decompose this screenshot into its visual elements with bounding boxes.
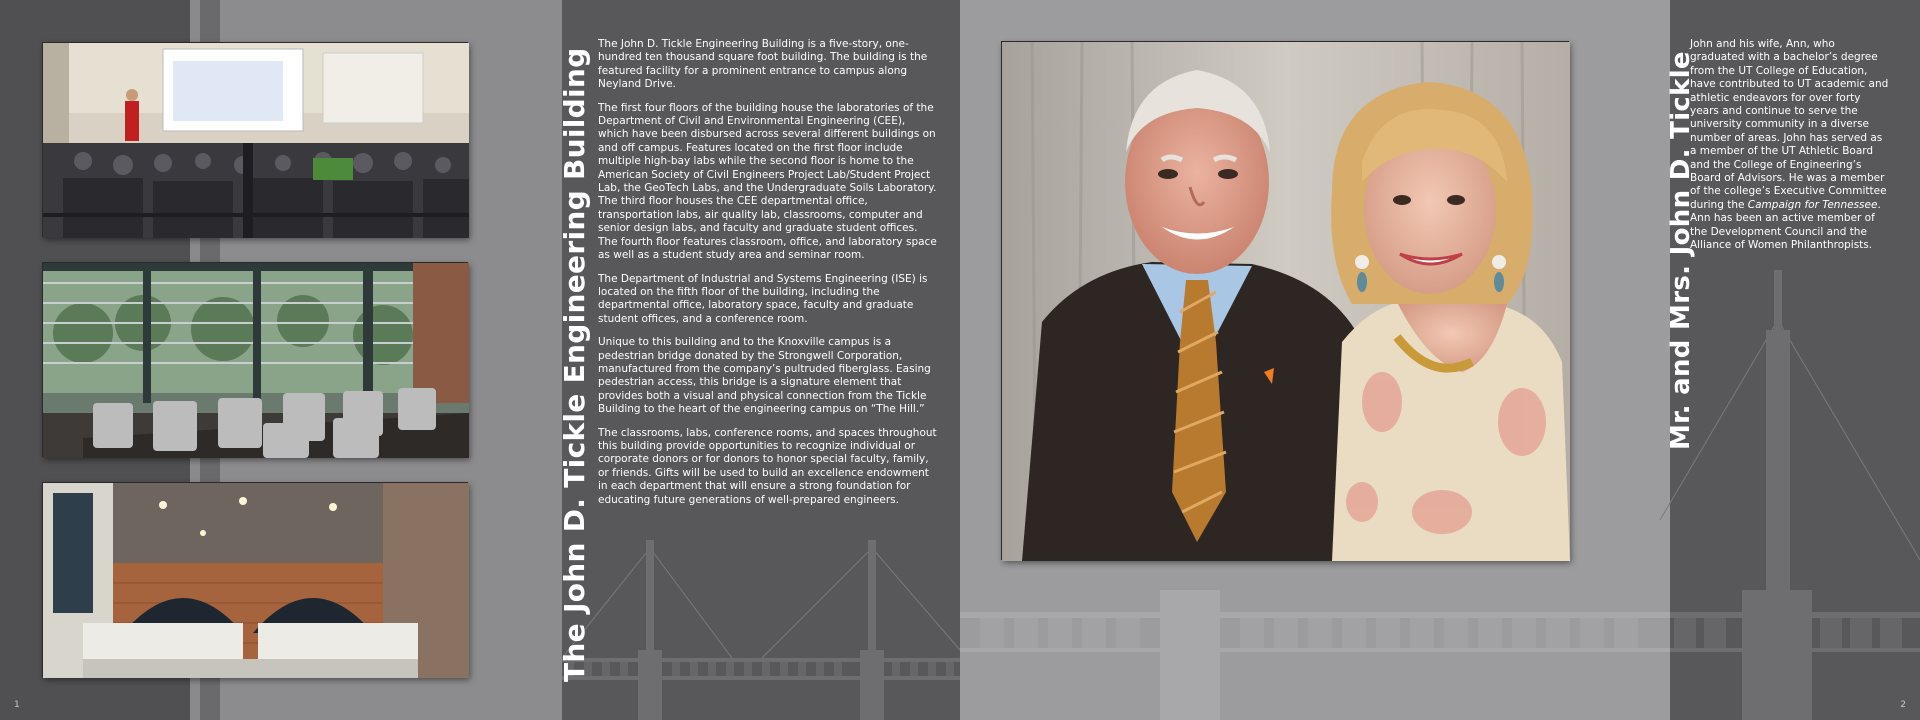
building-paragraph: Unique to this building and to the Knoxville campus is a pedestrian bridge donated by the Strongwell Corporation, manufactured from the company’s pultruded fiberglass. Easing pedestrian access, this bridge is a signature element that provides both a visual and physical connection from the Tickle Building to the heart of the engineering campus on “The Hill.”: [598, 336, 931, 416]
donor-paragraph: [1690, 38, 1890, 253]
donor-paragraph-part: . Ann has been an active member of the Development Council and the Alliance of Women Philanthropists.: [1690, 198, 1881, 252]
building-paragraph: The first four floors of the building house the laboratories of the Department of Civil and Environmental Engineering (CEE), which have been disbursed across several different buildings on and off campus. Features located on the first floor include multiple high-bay labs while the second floor is home to the American Society of Civil Engineers Project Lab/Student Project Lab, the GeoTech Labs, and the Undergraduate Soils Laboratory. The third floor houses the CEE departmental office, transportation labs, air quality lab, classrooms, computer and senior design labs, and faculty and graduate student offices. The fourth floor features classroom, office, and laboratory space as well as a student study area and seminar room.: [598, 101, 937, 262]
page-number: 1: [14, 700, 20, 710]
portrait-panel: [960, 0, 1670, 720]
building-paragraph: The Department of Industrial and Systems Engineering (ISE) is located on the fifth floor of the building, including the departmental office, laboratory space, faculty and graduate student offices, and a conference room.: [598, 272, 928, 325]
conference-room-photo: [42, 262, 468, 457]
donor-body-text: [1690, 38, 1890, 263]
building-paragraph: The John D. Tickle Engineering Building is a five-story, one-hundred ten thousand square foot building. The building is the featured facility for a prominent entrance to campus along Neyland Drive.: [598, 38, 928, 91]
building-body-text: [598, 38, 938, 517]
left-photo-panel: [0, 0, 562, 720]
building-paragraph: The classrooms, labs, conference rooms, and spaces throughout this building provide opportunities to recognize individual or corporate donors or for donors to honor special faculty, family, or friends. Gifts will be used to build an excellence endowment in each department that will ensure a strong foundation for educating future generations of well-prepared engineers.: [598, 426, 937, 506]
donor-paragraph-part: John and his wife, Ann, who graduated with a bachelor’s degree from the UT College of Education, have contributed to UT academic and athletic endeavors for over forty years and continue to serve the university community in a diverse number of areas. John has served as a member of the UT Athletic Board and the College of Engineering’s Board of Advisors. He was a member of the college’s Executive Committee during the: [1690, 38, 1889, 211]
atrium-photo: [42, 482, 468, 677]
building-text-panel: [558, 0, 960, 720]
donor-text-panel: [1666, 0, 1920, 720]
portrait-photo: [1001, 41, 1569, 560]
campaign-name: Campaign for Tennessee: [1747, 198, 1878, 211]
classroom-photo: [42, 42, 468, 237]
donor-section-title: Mr. and Mrs. John D. Tickle: [1666, 51, 1696, 450]
page-number: 2: [1900, 700, 1906, 710]
building-section-title: The John D. Tickle Engineering Building: [558, 47, 591, 682]
